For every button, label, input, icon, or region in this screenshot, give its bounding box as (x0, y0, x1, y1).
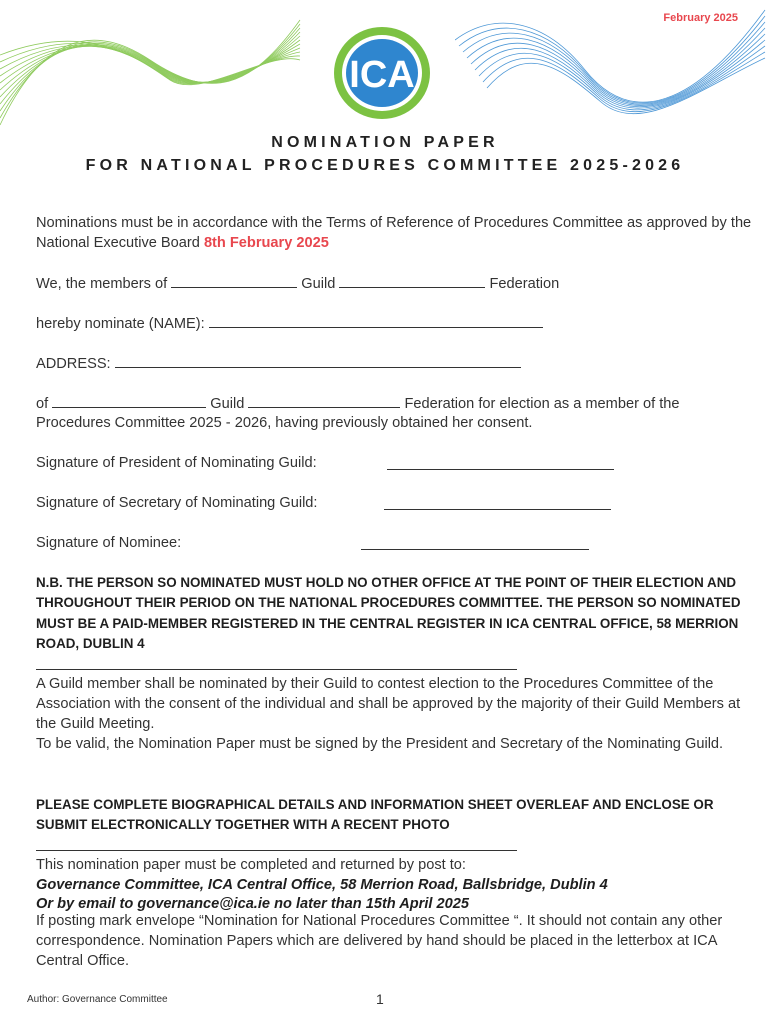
return-address: Governance Committee, ICA Central Office, 58 Merrion Road, Ballsbridge, Dublin 4 (36, 877, 608, 893)
green-ribbon-graphic (0, 0, 310, 130)
page-number: 1 (376, 991, 384, 1007)
sig-president-label: Signature of President of Nominating Guild: (36, 455, 317, 471)
nominee-name-blank[interactable] (209, 313, 543, 328)
nb-notice: N.B. THE PERSON SO NOMINATED MUST HOLD NO OTHER OFFICE AT THE POINT OF THEIR ELECTION AND THROUGHOUT THEIR PERIOD ON THE NATIONAL PROCEDURES COMMITTEE. THE PERSON SO NOMINATED MUST BE A PAID-MEMBER REGISTERED IN THE CENTRAL REGISTER IN ICA CENTRAL OFFICE, 58 MERRION ROAD, DUBLIN 4 (36, 575, 741, 651)
logo-text: ICA (349, 54, 415, 96)
rules-paragraph-1: A Guild member shall be nominated by their Guild to contest election to the Procedures Committee of the Association with the consent of the individual and shall be approved by the majority of their Guild Members at the Guild Meeting. (36, 676, 741, 732)
title-line-1: NOMINATION PAPER (271, 134, 499, 151)
of-guild-blank[interactable] (52, 393, 206, 408)
address-blank[interactable] (115, 353, 521, 368)
address-label: ADDRESS: (36, 356, 111, 372)
divider-2 (36, 850, 517, 851)
nominate-label: hereby nominate (NAME): (36, 316, 205, 332)
nominate-line (36, 313, 543, 334)
title-line-2: FOR NATIONAL PROCEDURES COMMITTEE 2025-2026 (85, 157, 685, 174)
posting-note: If posting mark envelope “Nomination for National Procedures Committee “. It should not contain any other correspondence. Nomination Papers which are delivered by hand should be placed in the letterbox at ICA Central Office. (36, 913, 723, 969)
federation-label: Federation (489, 276, 560, 292)
return-email: Or by email to governance@ica.ie no later than 15th April 2025 (36, 896, 469, 912)
guild-name-blank[interactable] (171, 273, 297, 288)
sig-nominee-line[interactable] (361, 549, 589, 550)
guild-label: Guild (301, 276, 336, 292)
election-text-2: Procedures Committee 2025 - 2026, having previously obtained her consent. (36, 415, 533, 431)
election-text: Federation for election as a member of the (404, 396, 680, 412)
intro-date: 8th February 2025 (203, 235, 329, 251)
complete-notice: PLEASE COMPLETE BIOGRAPHICAL DETAILS AND INFORMATION SHEET OVERLEAF AND ENCLOSE OR SUBMIT ELECTRONICALLY TOGETHER WITH A RECENT PHOTO (36, 797, 714, 833)
return-intro: This nomination paper must be completed and returned by post to: (36, 857, 466, 873)
of-federation-blank[interactable] (248, 393, 400, 408)
ica-logo (332, 25, 432, 121)
sig-secretary-label: Signature of Secretary of Nominating Guild: (36, 495, 318, 511)
sig-nominee-label: Signature of Nominee: (36, 535, 182, 551)
rules-paragraph-2: To be valid, the Nomination Paper must be signed by the President and Secretary of the Nominating Guild. (36, 736, 724, 752)
members-prefix: We, the members of (36, 276, 168, 292)
sig-secretary-line[interactable] (384, 509, 611, 510)
divider-1 (36, 669, 517, 670)
of-guild-label: Guild (210, 396, 245, 412)
sig-president-line[interactable] (387, 469, 614, 470)
header-date: February 2025 (663, 12, 738, 24)
intro-paragraph (36, 213, 756, 253)
of-line (36, 393, 680, 414)
intro-text: Nominations must be in accordance with the Terms of Reference of Procedures Committee as approved by the National Executive Board (36, 215, 752, 251)
members-line (36, 273, 559, 294)
of-label: of (36, 396, 49, 412)
address-line (36, 353, 521, 374)
footer-author: Author: Governance Committee (27, 994, 168, 1005)
federation-name-blank[interactable] (339, 273, 485, 288)
